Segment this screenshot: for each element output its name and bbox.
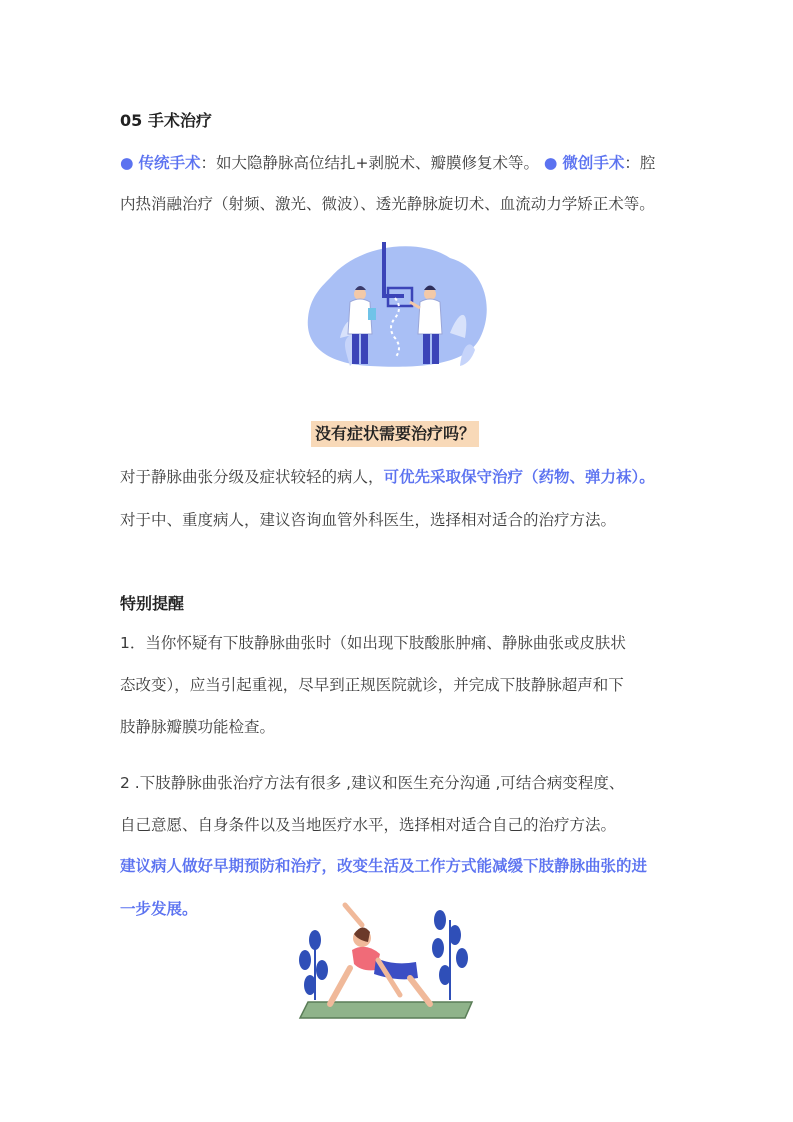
conservative-treatment-text: 可优先采取保守治疗（药物、弹力袜）。 xyxy=(383,468,655,486)
reminder-p2-line-1: 2 .下肢静脉曲张治疗方法有很多 ,建议和医生充分沟通 ,可结合病变程度、 xyxy=(120,774,625,792)
question-line-2: 对于中、重度病人，建议咨询血管外科医生，选择相对适合的治疗方法。 xyxy=(120,511,617,529)
reminder-title: 特别提醒 xyxy=(120,594,185,613)
surgery-line-2: 内热消融治疗（射频、激光、微波）、透光静脉旋切术、血流动力学矫正术等。 xyxy=(120,195,655,213)
yoga-woman-illustration xyxy=(290,900,480,1025)
question-title: 没有症状需要治疗吗？ xyxy=(311,421,479,447)
traditional-surgery-text: ：如大隐静脉高位结扎+剥脱术、瓣膜修复术等。 xyxy=(200,154,539,172)
surgery-line-1 xyxy=(120,151,655,173)
bullet-icon: ● xyxy=(543,154,558,172)
minimal-surgery-text-1: ：腔 xyxy=(624,154,656,172)
question-line-1-text: 对于静脉曲张分级及症状较轻的病人， xyxy=(120,468,384,486)
reminder-accent-line-2: 一步发展。 xyxy=(120,900,198,918)
minimal-surgery-label: 微创手术 xyxy=(562,154,625,172)
reminder-p2-line-2: 自己意愿、自身条件以及当地医疗水平，选择相对适合自己的治疗方法。 xyxy=(120,816,617,834)
reminder-p1-line-3: 肢静脉瓣膜功能检查。 xyxy=(120,718,276,736)
question-line-1 xyxy=(120,465,655,487)
reminder-p1-line-1: 1．当你怀疑有下肢静脉曲张时（如出现下肢酸胀肿痛、静脉曲张或皮肤状 xyxy=(120,634,626,652)
doctors-illustration xyxy=(300,238,495,373)
reminder-p1-line-2: 态改变），应当引起重视，尽早到正规医院就诊，并完成下肢静脉超声和下 xyxy=(120,676,624,694)
traditional-surgery-label: 传统手术 xyxy=(138,154,201,172)
reminder-accent-line-1: 建议病人做好早期预防和治疗，改变生活及工作方式能减缓下肢静脉曲张的进 xyxy=(120,857,648,875)
section-title-surgery: 05 手术治疗 xyxy=(120,111,212,130)
bullet-icon: ● xyxy=(120,154,134,172)
